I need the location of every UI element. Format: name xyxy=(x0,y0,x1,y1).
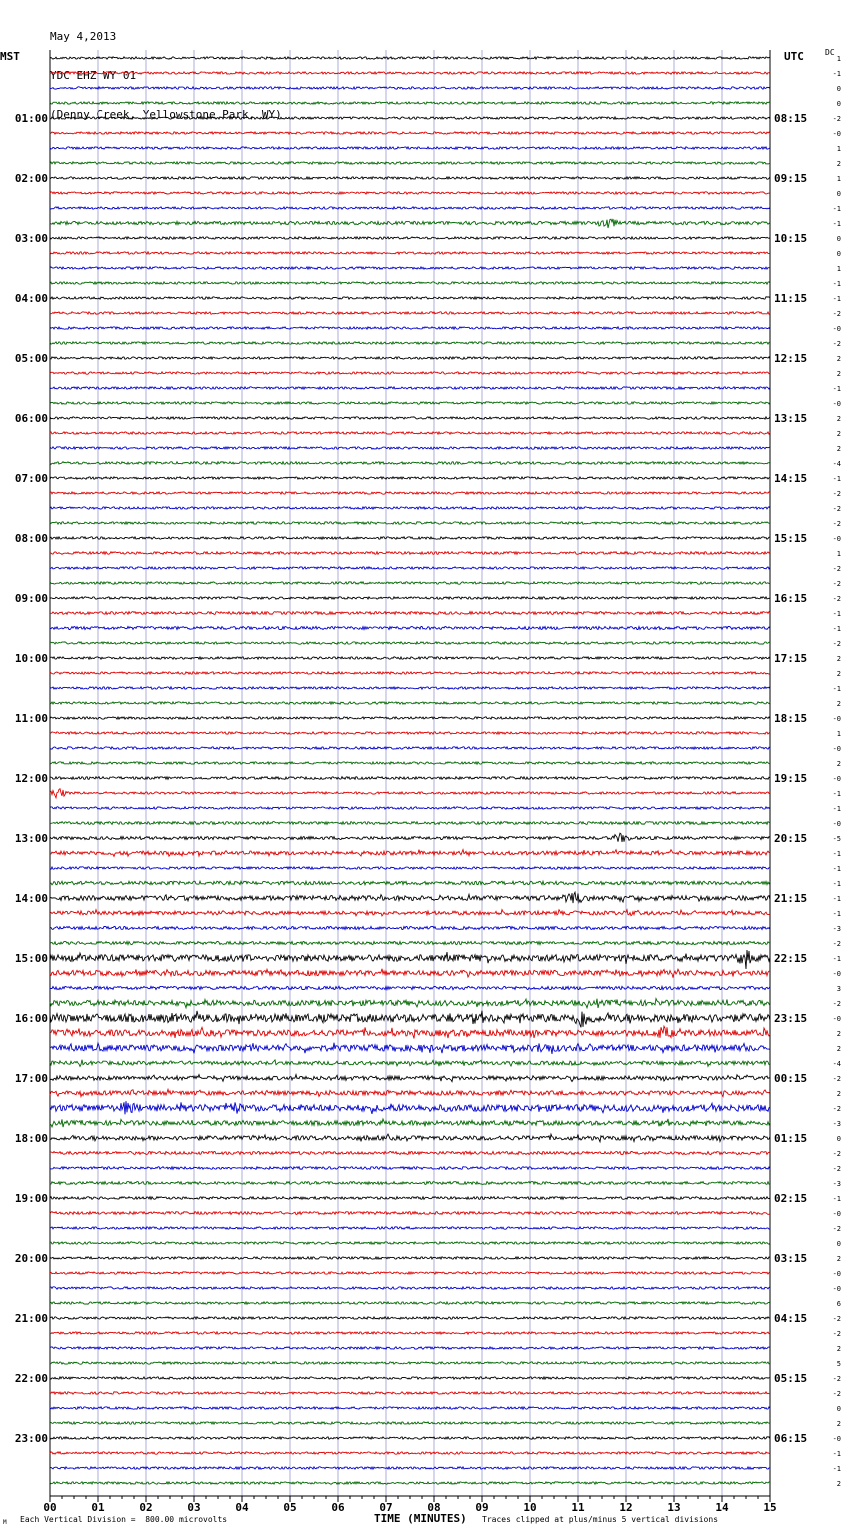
dc-offset-label: -4 xyxy=(832,1060,841,1068)
left-hour-label: 16:00 xyxy=(14,1012,48,1025)
scale-note: Each Vertical Division = 800.00 microvolts xyxy=(20,1515,228,1524)
trace-line xyxy=(50,147,770,149)
trace-line xyxy=(50,162,770,164)
trace-line xyxy=(50,822,770,825)
x-tick-label: 08 xyxy=(427,1501,441,1514)
trace-line xyxy=(50,892,770,903)
trace-line xyxy=(50,282,770,284)
trace-line xyxy=(50,237,770,239)
trace-line xyxy=(50,207,770,209)
trace-line xyxy=(50,357,770,359)
trace-line xyxy=(50,1242,770,1244)
dc-offset-label: -1 xyxy=(832,280,841,288)
trace-line xyxy=(50,1422,770,1424)
dc-offset-label: -2 xyxy=(832,1150,841,1158)
left-hour-label: 04:00 xyxy=(14,292,48,305)
trace-line xyxy=(50,950,770,969)
trace-line xyxy=(50,297,770,299)
dc-offset-label: -0 xyxy=(832,325,841,333)
dc-offset-label: 0 xyxy=(836,1240,841,1248)
dc-offset-label: 2 xyxy=(836,1420,841,1428)
dc-offset-label: -1 xyxy=(832,1450,841,1458)
trace-line xyxy=(50,522,770,524)
x-axis-label: TIME (MINUTES) xyxy=(374,1512,467,1525)
dc-offset-label: 2 xyxy=(836,445,841,453)
trace-line xyxy=(50,1257,770,1259)
dc-offset-label: -1 xyxy=(832,475,841,483)
dc-offset-label: 1 xyxy=(836,550,841,558)
dc-offset-label: -2 xyxy=(832,1330,841,1338)
trace-line xyxy=(50,657,770,659)
left-timezone-label: MST xyxy=(0,50,20,63)
right-hour-label: 19:15 xyxy=(774,772,808,785)
dc-offset-label: -1 xyxy=(832,295,841,303)
trace-line xyxy=(50,462,770,465)
dc-offset-label: -1 xyxy=(832,220,841,228)
dc-offset-label: -2 xyxy=(832,340,841,348)
trace-line xyxy=(50,342,770,344)
dc-offset-label: -0 xyxy=(832,775,841,783)
left-hour-label: 01:00 xyxy=(14,112,48,125)
trace-line xyxy=(50,717,770,719)
dc-offset-label: -2 xyxy=(832,1315,841,1323)
left-hour-label: 19:00 xyxy=(14,1192,48,1205)
dc-offset-label: 5 xyxy=(836,1360,841,1368)
trace-line xyxy=(50,732,770,734)
trace-line xyxy=(50,1227,770,1229)
dc-offset-label: -2 xyxy=(832,1000,841,1008)
dc-offset-label: 2 xyxy=(836,415,841,423)
trace-line xyxy=(50,117,770,119)
trace-line xyxy=(50,986,770,989)
dc-offset-label: -1 xyxy=(832,685,841,693)
header-location: (Denny Creek, Yellowstone Park, WY) xyxy=(50,108,282,121)
trace-line xyxy=(50,552,770,555)
trace-line xyxy=(50,267,770,269)
trace-line xyxy=(50,1467,770,1469)
trace-line xyxy=(50,926,770,929)
trace-line xyxy=(50,477,770,479)
trace-line xyxy=(50,1075,770,1082)
dc-offset-label: 1 xyxy=(836,145,841,153)
trace-line xyxy=(50,1437,770,1439)
dc-offset-label: -1 xyxy=(832,385,841,393)
trace-line xyxy=(50,432,770,434)
trace-line xyxy=(50,612,770,615)
clip-note: Traces clipped at plus/minus 5 vertical divisions xyxy=(482,1515,719,1524)
left-hour-label: 23:00 xyxy=(14,1432,48,1445)
x-tick-label: 00 xyxy=(43,1501,57,1514)
trace-line xyxy=(50,1026,770,1038)
x-tick-label: 04 xyxy=(235,1501,249,1514)
dc-offset-label: 2 xyxy=(836,355,841,363)
dc-offset-label: 0 xyxy=(836,100,841,108)
right-hour-label: 10:15 xyxy=(774,232,808,245)
x-tick-label: 12 xyxy=(619,1501,633,1514)
dc-offset-label: -0 xyxy=(832,820,841,828)
trace-line xyxy=(50,177,770,179)
dc-offset-label: -1 xyxy=(832,805,841,813)
right-hour-label: 21:15 xyxy=(774,892,808,905)
dc-offset-label: -1 xyxy=(832,850,841,858)
trace-line xyxy=(50,1377,770,1379)
dc-offset-label: -0 xyxy=(832,1015,841,1023)
trace-line xyxy=(50,597,770,599)
dc-offset-label: -0 xyxy=(832,1285,841,1293)
trace-line xyxy=(50,867,770,869)
dc-offset-label: 2 xyxy=(836,1090,841,1098)
trace-line xyxy=(50,57,770,59)
dc-offset-label: -0 xyxy=(832,715,841,723)
trace-line xyxy=(50,252,770,254)
right-hour-label: 08:15 xyxy=(774,112,808,125)
trace-line xyxy=(50,72,770,74)
header-station: YDC EHZ WY 01 xyxy=(50,69,137,82)
dc-offset-label: 6 xyxy=(836,1300,841,1308)
trace-line xyxy=(50,447,770,449)
trace-line xyxy=(50,1407,770,1409)
dc-offset-label: 0 xyxy=(836,250,841,258)
dc-offset-label: -2 xyxy=(832,640,841,648)
trace-line xyxy=(50,626,770,629)
x-tick-label: 09 xyxy=(475,1501,489,1514)
dc-offset-label: -1 xyxy=(832,1195,841,1203)
trace-line xyxy=(50,762,770,764)
x-tick-label: 06 xyxy=(331,1501,345,1514)
trace-line xyxy=(50,1302,770,1304)
dc-offset-label: 2 xyxy=(836,1030,841,1038)
dc-offset-label: -2 xyxy=(832,115,841,123)
trace-line xyxy=(50,969,770,978)
trace-line xyxy=(50,1362,770,1364)
dc-offset-label: 0 xyxy=(836,1405,841,1413)
trace-line xyxy=(50,850,770,857)
trace-line xyxy=(50,87,770,89)
trace-line xyxy=(50,372,770,374)
dc-offset-label: 2 xyxy=(836,1045,841,1053)
left-hour-label: 22:00 xyxy=(14,1372,48,1385)
right-hour-label: 06:15 xyxy=(774,1432,808,1445)
right-hour-label: 09:15 xyxy=(774,172,808,185)
dc-offset-label: -2 xyxy=(832,520,841,528)
left-hour-label: 21:00 xyxy=(14,1312,48,1325)
trace-line xyxy=(50,1452,770,1454)
dc-offset-label: -3 xyxy=(832,1180,841,1188)
right-hour-label: 16:15 xyxy=(774,592,808,605)
dc-offset-label: -2 xyxy=(832,490,841,498)
left-hour-label: 08:00 xyxy=(14,532,48,545)
corner-mark: M xyxy=(3,1519,7,1526)
trace-line xyxy=(50,1060,770,1067)
dc-offset-label: 2 xyxy=(836,160,841,168)
trace-line xyxy=(50,999,770,1008)
right-hour-label: 12:15 xyxy=(774,352,808,365)
dc-offset-label: -4 xyxy=(832,460,841,468)
trace-line xyxy=(50,1043,770,1054)
left-hour-label: 07:00 xyxy=(14,472,48,485)
dc-offset-label: -1 xyxy=(832,610,841,618)
trace-line xyxy=(50,789,770,798)
trace-line xyxy=(50,1167,770,1170)
trace-line xyxy=(50,747,770,749)
left-hour-label: 17:00 xyxy=(14,1072,48,1085)
trace-line xyxy=(50,1287,770,1289)
trace-line xyxy=(50,1134,770,1142)
left-hour-label: 18:00 xyxy=(14,1132,48,1145)
trace-line xyxy=(50,941,770,944)
dc-offset-label: 0 xyxy=(836,85,841,93)
dc-offset-label: -1 xyxy=(832,955,841,963)
dc-offset-label: -0 xyxy=(832,1270,841,1278)
trace-line xyxy=(50,387,770,389)
dc-offset-label: 2 xyxy=(836,670,841,678)
trace-line xyxy=(50,642,770,644)
trace-line xyxy=(50,1151,770,1154)
trace-line xyxy=(50,1011,770,1028)
dc-offset-label: 1 xyxy=(836,265,841,273)
trace-line xyxy=(50,1347,770,1349)
dc-offset-label: -0 xyxy=(832,400,841,408)
x-tick-label: 07 xyxy=(379,1501,393,1514)
right-hour-label: 04:15 xyxy=(774,1312,808,1325)
x-tick-label: 13 xyxy=(667,1501,681,1514)
right-hour-label: 17:15 xyxy=(774,652,808,665)
dc-offset-label: -1 xyxy=(832,865,841,873)
right-hour-label: 14:15 xyxy=(774,472,808,485)
left-hour-label: 06:00 xyxy=(14,412,48,425)
right-hour-label: 23:15 xyxy=(774,1012,808,1025)
trace-line xyxy=(50,132,770,134)
dc-offset-label: -3 xyxy=(832,925,841,933)
trace-line xyxy=(50,1332,770,1334)
dc-offset-label: 2 xyxy=(836,1345,841,1353)
dc-offset-label: -2 xyxy=(832,1225,841,1233)
x-tick-label: 03 xyxy=(187,1501,201,1514)
dc-offset-label: -1 xyxy=(832,70,841,78)
dc-offset-label: -1 xyxy=(832,910,841,918)
right-hour-label: 11:15 xyxy=(774,292,808,305)
dc-offset-label: -3 xyxy=(832,1120,841,1128)
trace-line xyxy=(50,1119,770,1127)
trace-line xyxy=(50,492,770,494)
dc-offset-label: -0 xyxy=(832,970,841,978)
dc-offset-label: 2 xyxy=(836,1480,841,1488)
trace-line xyxy=(50,567,770,569)
trace-line xyxy=(50,312,770,314)
dc-offset-label: -1 xyxy=(832,1465,841,1473)
dc-offset-label: -0 xyxy=(832,745,841,753)
x-tick-label: 01 xyxy=(91,1501,105,1514)
trace-line xyxy=(50,833,770,842)
dc-offset-label: 0 xyxy=(836,1135,841,1143)
trace-line xyxy=(50,1392,770,1394)
dc-offset-label: 0 xyxy=(836,235,841,243)
left-hour-label: 09:00 xyxy=(14,592,48,605)
trace-line xyxy=(50,417,770,419)
dc-offset-label: 2 xyxy=(836,370,841,378)
right-hour-label: 03:15 xyxy=(774,1252,808,1265)
trace-line xyxy=(50,537,770,539)
dc-offset-label: -1 xyxy=(832,790,841,798)
x-tick-label: 14 xyxy=(715,1501,729,1514)
right-hour-label: 00:15 xyxy=(774,1072,808,1085)
trace-line xyxy=(50,582,770,584)
x-tick-label: 11 xyxy=(571,1501,585,1514)
dc-offset-label: 2 xyxy=(836,430,841,438)
dc-offset-label: -0 xyxy=(832,130,841,138)
dc-offset-label: -2 xyxy=(832,595,841,603)
trace-line xyxy=(50,807,770,809)
dc-offset-label: -2 xyxy=(832,505,841,513)
header-date: May 4,2013 xyxy=(50,30,117,43)
dc-offset-label: -2 xyxy=(832,580,841,588)
dc-offset-label: 1 xyxy=(836,730,841,738)
right-hour-label: 22:15 xyxy=(774,952,808,965)
left-hour-label: 13:00 xyxy=(14,832,48,845)
dc-offset-label: -0 xyxy=(832,535,841,543)
dc-offset-label: 2 xyxy=(836,1255,841,1263)
dc-offset-label: 2 xyxy=(836,655,841,663)
dc-offset-label: -1 xyxy=(832,625,841,633)
dc-offset-label: -0 xyxy=(832,1435,841,1443)
left-hour-label: 12:00 xyxy=(14,772,48,785)
x-tick-label: 10 xyxy=(523,1501,537,1514)
trace-line xyxy=(50,1212,770,1215)
left-hour-label: 20:00 xyxy=(14,1252,48,1265)
right-hour-label: 18:15 xyxy=(774,712,808,725)
dc-offset-label: -2 xyxy=(832,1165,841,1173)
trace-line xyxy=(50,910,770,916)
dc-offset-label: -2 xyxy=(832,310,841,318)
dc-offset-label: 2 xyxy=(836,760,841,768)
trace-line xyxy=(50,1197,770,1200)
dc-offset-label: -5 xyxy=(832,835,841,843)
left-hour-label: 10:00 xyxy=(14,652,48,665)
trace-line xyxy=(50,402,770,404)
trace-line xyxy=(50,219,770,228)
left-hour-label: 03:00 xyxy=(14,232,48,245)
dc-offset-label: 1 xyxy=(836,175,841,183)
right-hour-label: 05:15 xyxy=(774,1372,808,1385)
dc-column-label: DC xyxy=(825,48,835,57)
trace-line xyxy=(50,102,770,104)
right-hour-label: 01:15 xyxy=(774,1132,808,1145)
trace-line xyxy=(50,702,770,704)
left-hour-label: 15:00 xyxy=(14,952,48,965)
dc-offset-label: -1 xyxy=(832,880,841,888)
trace-line xyxy=(50,672,770,674)
trace-line xyxy=(50,1482,770,1484)
trace-line xyxy=(50,687,770,689)
right-hour-label: 15:15 xyxy=(774,532,808,545)
x-tick-label: 02 xyxy=(139,1501,153,1514)
dc-offset-label: -0 xyxy=(832,1210,841,1218)
x-tick-label: 15 xyxy=(763,1501,777,1514)
dc-offset-label: 3 xyxy=(836,985,841,993)
right-timezone-label: UTC xyxy=(784,50,804,63)
dc-offset-label: -2 xyxy=(832,940,841,948)
dc-offset-label: -1 xyxy=(832,895,841,903)
left-hour-label: 02:00 xyxy=(14,172,48,185)
dc-offset-label: -2 xyxy=(832,565,841,573)
left-hour-label: 05:00 xyxy=(14,352,48,365)
dc-offset-label: -2 xyxy=(832,1075,841,1083)
trace-line xyxy=(50,327,770,329)
trace-line xyxy=(50,777,770,780)
dc-offset-label: 1 xyxy=(836,55,841,63)
dc-offset-label: -2 xyxy=(832,1390,841,1398)
trace-line xyxy=(50,1272,770,1274)
trace-line xyxy=(50,881,770,885)
x-tick-label: 05 xyxy=(283,1501,297,1514)
left-hour-label: 14:00 xyxy=(14,892,48,905)
dc-offset-label: 2 xyxy=(836,700,841,708)
right-hour-label: 20:15 xyxy=(774,832,808,845)
right-hour-label: 02:15 xyxy=(774,1192,808,1205)
dc-offset-label: -2 xyxy=(832,1375,841,1383)
dc-offset-label: -2 xyxy=(832,1105,841,1113)
dc-offset-label: -1 xyxy=(832,205,841,213)
trace-line xyxy=(50,192,770,194)
right-hour-label: 13:15 xyxy=(774,412,808,425)
dc-offset-label: 0 xyxy=(836,190,841,198)
left-hour-label: 11:00 xyxy=(14,712,48,725)
trace-line xyxy=(50,1182,770,1185)
trace-line xyxy=(50,1317,770,1319)
trace-line xyxy=(50,1089,770,1096)
trace-line xyxy=(50,1101,770,1114)
trace-line xyxy=(50,507,770,509)
